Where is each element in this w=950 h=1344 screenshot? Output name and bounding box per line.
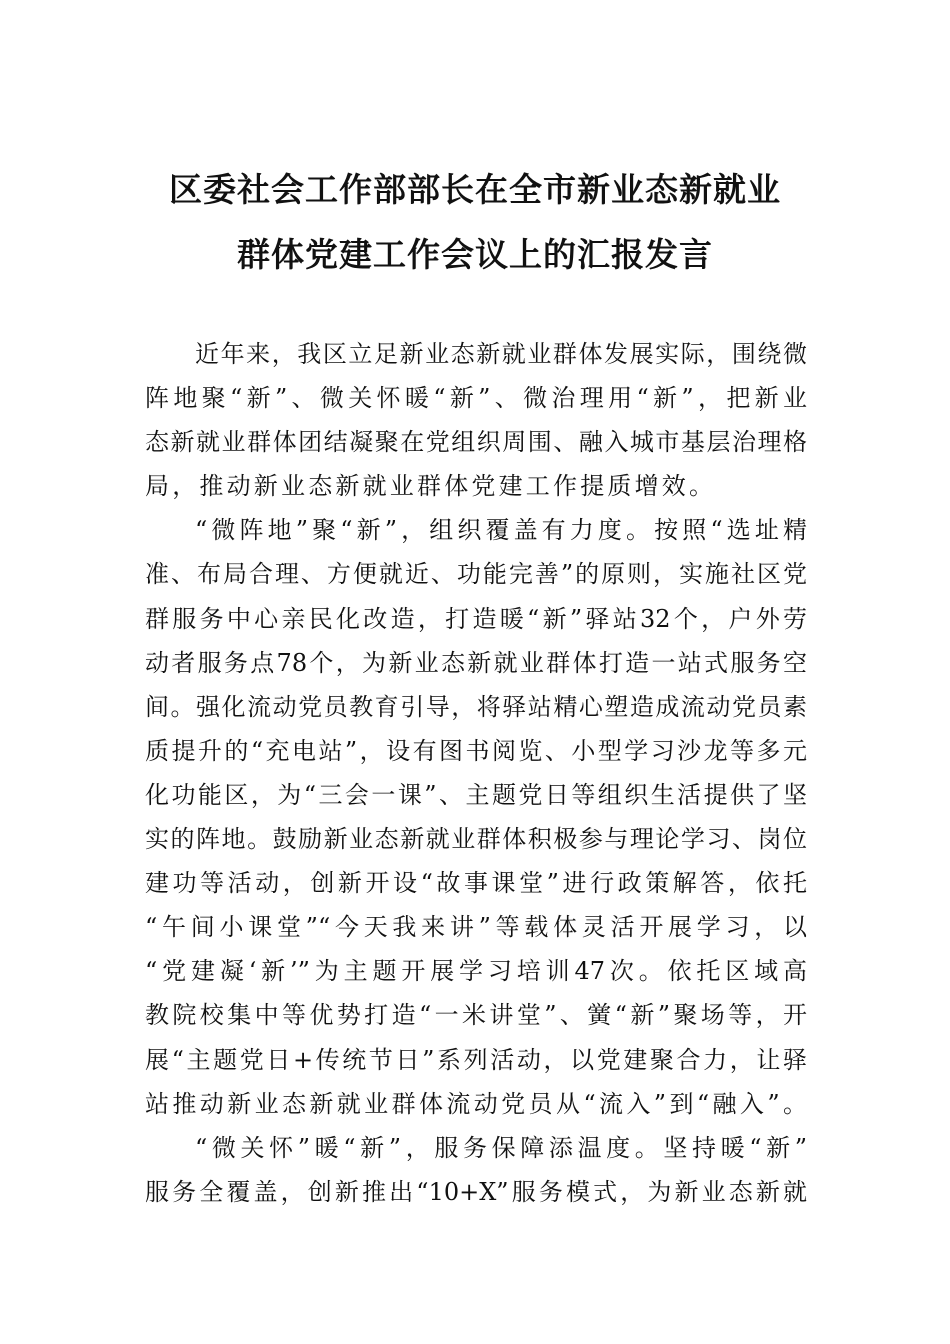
text-line: “党建凝‘新’”为主题开展学习培训47次。依托区域高 (145, 957, 807, 986)
text-line: 化功能区，为“三会一课”、主题党日等组织生活提供了坚 (145, 780, 807, 809)
text-line: “午间小课堂”“今天我来讲”等载体灵活开展学习，以 (145, 913, 807, 942)
text-line: 教院校集中等优势打造“一米讲堂”、黉“新”聚场等，开 (145, 1001, 807, 1030)
text-line: 局，推动新业态新就业群体党建工作提质增效。 (145, 472, 717, 501)
text-line: 阵地聚“新”、微关怀暖“新”、微治理用“新”，把新业 (145, 384, 807, 413)
text-line: 质提升的“充电站”，设有图书阅览、小型学习沙龙等多元 (145, 736, 807, 765)
paragraph (145, 508, 807, 1125)
text-line: 动者服务点78个，为新业态新就业群体打造一站式服务空 (145, 648, 807, 677)
paragraph (145, 332, 807, 508)
text-line: “微阵地”聚“新”，组织覆盖有力度。按照“选址精 (195, 516, 807, 545)
text-line: 近年来，我区立足新业态新就业群体发展实际，围绕微 (195, 340, 807, 368)
text-line: 建功等活动，创新开设“故事课堂”进行政策解答，依托 (145, 869, 807, 898)
document-title-line-1: 区委社会工作部部长在全市新业态新就业 (169, 170, 781, 209)
document-body (145, 332, 807, 1214)
text-line: “微关怀”暖“新”，服务保障添温度。坚持暖“新” (195, 1133, 807, 1162)
text-line: 态新就业群体团结凝聚在党组织周围、融入城市基层治理格 (145, 428, 807, 457)
paragraph (145, 1126, 807, 1214)
text-line: 实的阵地。鼓励新业态新就业群体积极参与理论学习、岗位 (145, 825, 807, 854)
text-line: 服务全覆盖，创新推出“10+X”服务模式，为新业态新就 (145, 1177, 807, 1206)
text-line: 展“主题党日+传统节日”系列活动，以党建聚合力，让驿 (145, 1045, 807, 1074)
text-line: 准、布局合理、方便就近、功能完善”的原则，实施社区党 (145, 560, 807, 589)
text-line: 间。强化流动党员教育引导，将驿站精心塑造成流动党员素 (145, 692, 807, 721)
text-line: 群服务中心亲民化改造，打造暖“新”驿站32个，户外劳 (145, 604, 807, 633)
text-line: 站推动新业态新就业群体流动党员从“流入”到“融入”。 (145, 1089, 807, 1118)
document-title-line-2: 群体党建工作会议上的汇报发言 (237, 235, 713, 274)
